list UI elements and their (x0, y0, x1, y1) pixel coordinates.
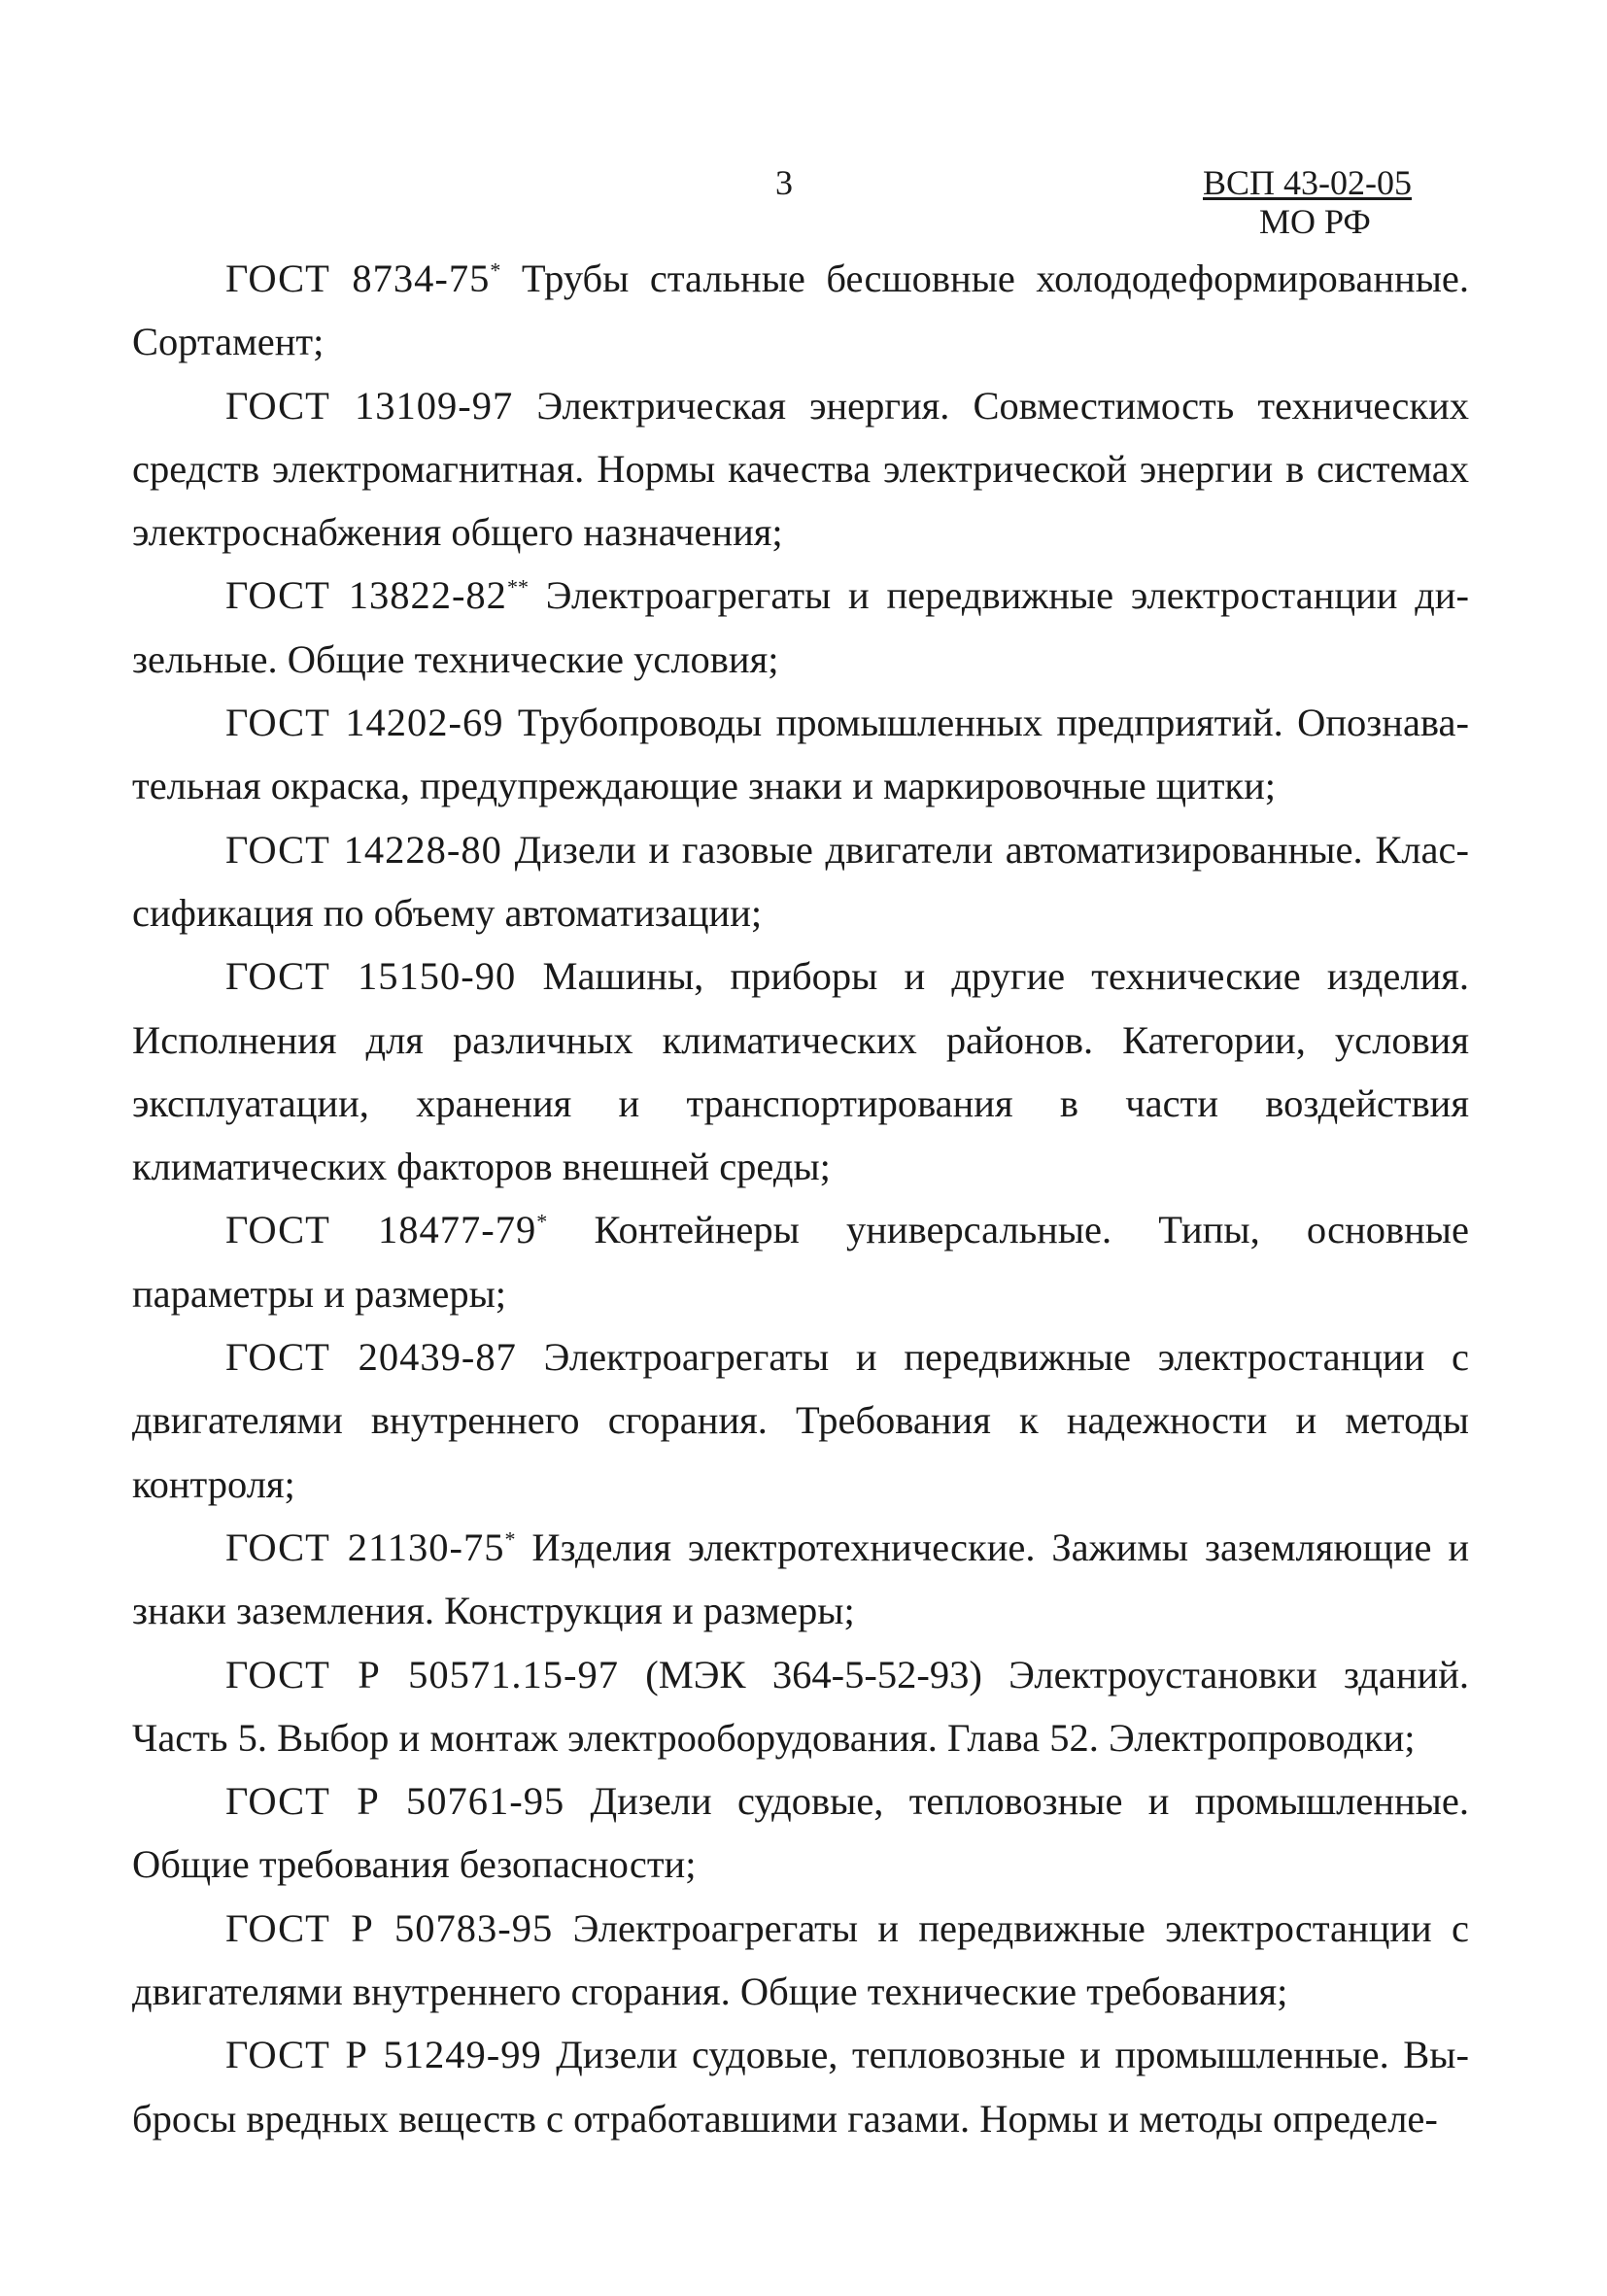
standard-entry (132, 564, 1469, 691)
standard-entry (132, 247, 1469, 374)
standard-code: ГОСТ 14228-80 (225, 827, 502, 872)
standard-title: Дизели судовые, тепловозные и промышленные. Выбросы вредных веществ с отработавшими газами. Нормы и методы определе- (132, 2033, 1469, 2141)
standard-code: ГОСТ Р 50761-95 (225, 1779, 565, 1824)
standard-title: Электроагрегаты и передвижные электростанции с двигателями внутреннего сгорания. Требования к надежности и методы контроля; (132, 1335, 1469, 1506)
standard-code: ГОСТ 13109-97 (225, 383, 514, 428)
standard-entry (132, 1769, 1469, 1897)
standard-entry (132, 1325, 1469, 1516)
standard-title: Электрическая энергия. Совместимость технических средств электромагнитная. Нормы качества электрической энергии в системах электроснабжения общего назначения; (132, 383, 1469, 555)
page-number: 3 (775, 163, 793, 202)
standard-entry (132, 2023, 1469, 2150)
standard-title: Изделия электротехнические. Зажимы заземляющие и знаки заземления. Конструкция и размеры; (132, 1525, 1469, 1633)
standard-title: Машины, приборы и другие технические изделия. Исполнения для различных климатических районов. Категории, условия эксплуатации, хранения и транспортирования в части воздействия климатических факторов внешней среды; (132, 954, 1469, 1189)
standard-title: (МЭК 364-5-52-93) Электроустановки зданий. Часть 5. Выбор и монтаж электрооборудования. Глава 52. Электропроводки; (132, 1652, 1469, 1760)
standard-entry (132, 818, 1469, 945)
standard-code: ГОСТ Р 51249-99 (225, 2033, 542, 2077)
standard-title: Дизели и газовые двигатели автоматизированные. Классификация по объему автоматизации; (132, 827, 1469, 935)
organization-label: МО РФ (1259, 202, 1371, 241)
standard-mark: * (536, 1209, 548, 1234)
standard-entry (132, 944, 1469, 1198)
standard-code: ГОСТ 8734-75 (225, 257, 491, 300)
standard-code: ГОСТ 21130-75 (225, 1525, 505, 1569)
standard-title: Трубы стальные бесшовные холододеформированные. Сортамент; (132, 257, 1470, 364)
standard-title: Электроагрегаты и передвижные электростанции дизельные. Общие технические условия; (132, 573, 1469, 681)
standard-code: ГОСТ Р 50571.15-97 (225, 1652, 619, 1696)
standard-code: ГОСТ 18477-79 (225, 1208, 537, 1252)
standard-entry (132, 691, 1469, 818)
standard-title: Контейнеры универсальные. Типы, основные параметры и размеры; (132, 1208, 1469, 1316)
standard-entry (132, 1897, 1469, 2024)
standard-entry (132, 374, 1469, 565)
standard-entry (132, 1516, 1469, 1643)
standards-list (132, 247, 1469, 2150)
standard-code: ГОСТ Р 50783-95 (225, 1905, 554, 1950)
standard-title: Электроагрегаты и передвижные электростанции с двигателями внутреннего сгорания. Общие технические требования; (132, 1905, 1469, 2014)
standard-title: Дизели судовые, тепловозные и промышленные. Общие требования безопасности; (132, 1779, 1469, 1887)
standard-code: ГОСТ 20439-87 (225, 1335, 517, 1380)
standard-code: ГОСТ 15150-90 (225, 954, 517, 999)
standard-entry (132, 1198, 1469, 1325)
standard-mark: ** (506, 574, 529, 600)
standard-mark: * (490, 257, 501, 283)
standard-code: ГОСТ 14202-69 (225, 701, 504, 745)
document-code: ВСП 43-02-05 (1203, 163, 1412, 202)
standard-code: ГОСТ 13822-82 (225, 573, 507, 618)
standard-mark: * (504, 1526, 516, 1552)
standard-entry (132, 1643, 1469, 1770)
standard-title: Трубопроводы промышленных предприятий. Опознавательная окраска, предупреждающие знаки и маркировочные щитки; (132, 701, 1469, 808)
